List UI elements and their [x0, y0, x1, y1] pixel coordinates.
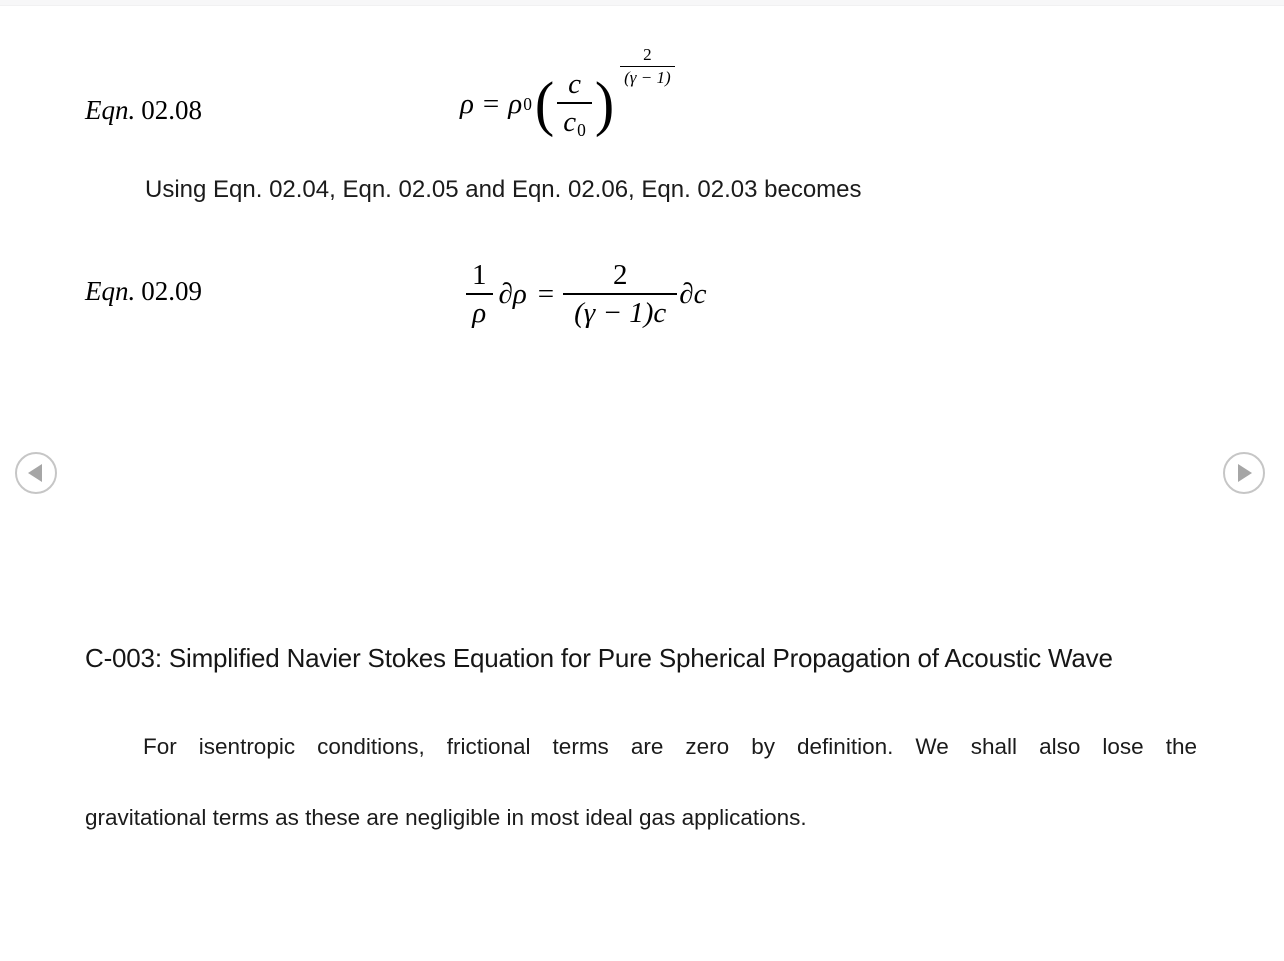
math-fraction-rhs [563, 259, 677, 330]
math-open-paren: ( [534, 69, 555, 138]
fraction-numerator: 2 [563, 259, 677, 295]
section-heading: C-003: Simplified Navier Stokes Equation for Pure Spherical Propagation of Acoustic Wave [85, 643, 1113, 673]
math-partial-rho: ∂ρ [498, 277, 527, 310]
fraction-denominator: ρ [472, 297, 487, 329]
next-page-button[interactable] [1223, 452, 1265, 494]
math-exponent-fraction [620, 45, 675, 86]
exponent-denominator: (γ − 1) [624, 67, 671, 87]
equation-label-02-08 [85, 95, 202, 126]
equation-02-08 [460, 45, 675, 154]
paragraph-line: For isentropic conditions, frictional terms are zero by definition. We shall also lose the [143, 734, 1197, 759]
equation-label-prefix: Eqn. [85, 276, 136, 306]
math-rho0-subscript: 0 [523, 93, 532, 114]
equation-label-number: 02.08 [141, 95, 202, 125]
math-fraction-1-over-rho [466, 259, 493, 330]
fraction-denominator [557, 104, 592, 140]
math-equals: = [537, 277, 555, 310]
equation-label-number: 02.09 [141, 276, 202, 306]
fraction-numerator: c [557, 68, 592, 104]
prev-page-button[interactable] [15, 452, 57, 494]
fraction-denominator: (γ − 1)c [574, 297, 667, 329]
math-rho: ρ [460, 87, 474, 120]
equation-label-02-09 [85, 276, 202, 307]
math-partial-c: ∂c [679, 277, 707, 310]
math-rho0-base: ρ [508, 87, 523, 120]
equation-label-prefix: Eqn. [85, 95, 136, 125]
paragraph-line: gravitational terms as these are negligible in most ideal gas applications. [85, 805, 807, 830]
exponent-numerator: 2 [620, 45, 675, 66]
arrow-left-icon [28, 464, 42, 482]
math-c-base: c [563, 106, 577, 139]
math-close-paren: ) [594, 69, 615, 138]
arrow-right-icon [1238, 464, 1252, 482]
transition-text: Using Eqn. 02.04, Eqn. 02.05 and Eqn. 02.06, Eqn. 02.03 becomes [145, 176, 862, 203]
math-equals: = [482, 87, 500, 120]
math-fraction-c-over-c0 [557, 68, 592, 141]
equation-02-09 [466, 255, 709, 333]
fraction-numerator: 1 [466, 259, 493, 295]
viewer-top-edge [0, 0, 1284, 6]
math-c-subscript: 0 [577, 119, 586, 140]
